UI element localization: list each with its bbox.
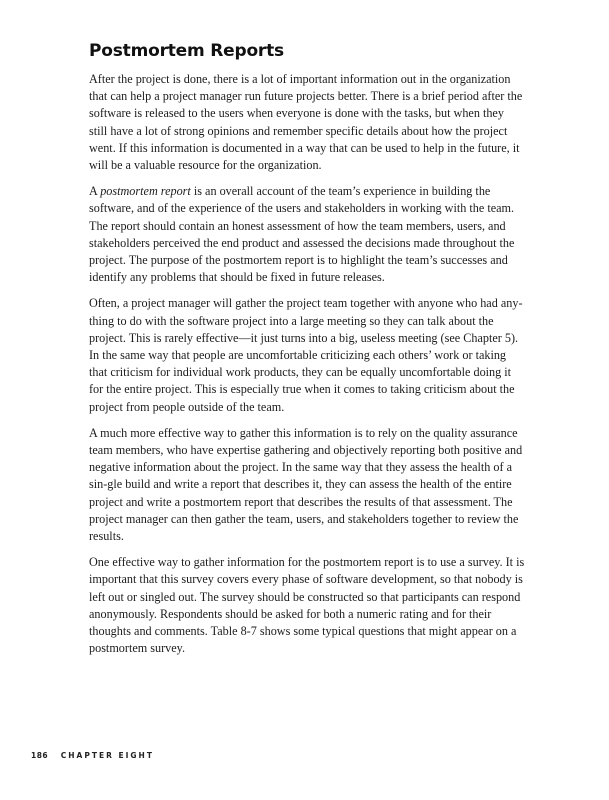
term-postmortem-report: postmortem report	[100, 184, 191, 199]
paragraph-1: After the project is done, there is a lot of important information out in the organization that can help a project manager run future projects better. There is a brief period after the software is released to the users when everyone is done with the tasks, but when they still have a lot of strong opinions and remember specific details about how the project went. If this information is documented in a way that can be used to help in the future, it will be a valuable resource for the organization.	[89, 72, 523, 173]
page-footer	[31, 751, 154, 760]
page-body	[89, 40, 525, 667]
section-title: Postmortem Reports	[89, 41, 284, 61]
chapter-label: CHAPTER EIGHT	[60, 751, 154, 760]
paragraph-2-lead: A	[89, 184, 101, 199]
page-number: 186	[31, 751, 49, 760]
paragraph-5: One effective way to gather information for the postmortem report is to use a survey. It is important that this survey covers every phase of software development, so that nobody is left out or singled out. The survey should be constructed so that participants can respond anonymously. Respondents should be asked for both a numeric rating and for their thoughts and comments. Table 8-7 shows some typical questions that might appear on a postmortem survey.	[89, 555, 525, 656]
paragraph-3: Often, a project manager will gather the project team together with anyone who had any-thing to do with the software project into a large meeting so they can talk about the project. This is rarely effective—it just turns into a big, useless meeting (see Chapter 5). In the same way that people are uncomfortable criticizing each others’ work or taking that criticism for individual work products, they can be equally uncomfortable doing it for the entire project. This is especially true when it comes to taking criticism about the project from people outside of the team.	[89, 296, 523, 414]
paragraph-4: A much more effective way to gather this information is to rely on the quality assurance team members, who have expertise gathering and objectively reporting both positive and negative information about the project. In the same way that they assess the health of a sin-gle build and write a report that describes it, they can assess the health of the entire project and write a postmortem report that describes the results of that assessment. The project manager can then gather the team, users, and stakeholders together to review the results.	[89, 425, 523, 544]
paragraph-2	[89, 183, 525, 286]
paragraph-2-rest: is an overall account of the team’s experience in building the software, and of the experience of the users and stakeholders in working with the team. The report should contain an honest assessment of how the team members, users, and stakeholders perceived the end product and assessed the decisions made throughout the project. The purpose of the postmortem report is to highlight the team’s successes and identify any problems that should be fixed in future releases.	[89, 184, 515, 285]
